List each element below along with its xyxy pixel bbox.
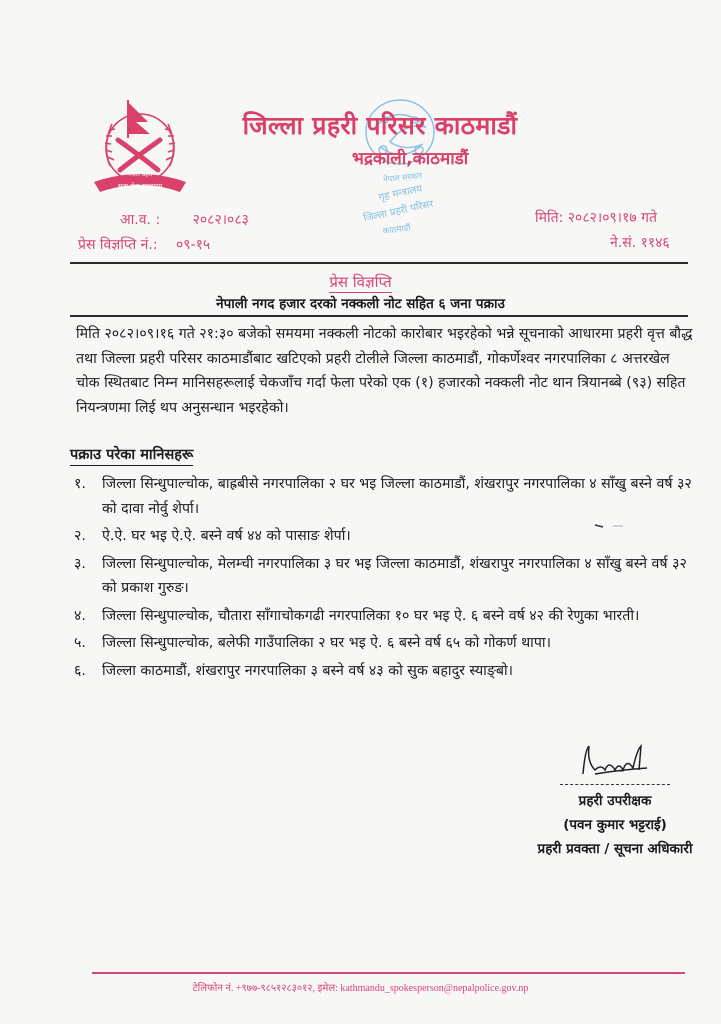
issue-date-label: मिति: [535, 210, 564, 226]
signatory-role: प्रहरी प्रवक्ता / सूचना अधिकारी [537, 841, 693, 857]
list-item-number: ३. [74, 555, 86, 572]
list-item [74, 631, 694, 656]
list-item-text: ऐ.ऐ. घर भइ ऐ.ऐ. बस्ने वर्ष ४४ को पासाङ शेर्पा। [102, 528, 351, 544]
office-title: जिल्ला प्रहरी परिसर काठमाडौं [242, 111, 518, 140]
list-item-text: जिल्ला सिन्धुपाल्चोक, बलेफी गाउँपालिका २ घर भइ ऐ. ६ बस्ने वर्ष ६५ को गोकर्ण थापा। [102, 635, 551, 651]
svg-text:नेपाल सरकार: नेपाल सरकार [382, 170, 423, 185]
list-item [74, 472, 694, 521]
office-location: भद्रकाली,काठमाडौं [351, 149, 469, 169]
svg-text:गृह मन्त्रालय: गृह मन्त्रालय [377, 183, 424, 204]
list-item-number: १. [74, 476, 86, 492]
list-item-text: जिल्ला सिन्धुपाल्चोक, बाह्रबीसे नगरपालिका २ घर भइ जिल्ला काठमाडौं, शंखरापुर नगरपालिका ४ साँखु बस्ने वर्ष ३२ को दावा नोर्वु शेर्पा। [102, 476, 692, 517]
header-divider [70, 262, 688, 264]
svg-text:काठमाडौं: काठमाडौं [382, 223, 412, 237]
list-item [74, 659, 694, 684]
footer-divider [92, 972, 685, 974]
svg-text:जिल्ला प्रहरी परिसर: जिल्ला प्रहरी परिसर [362, 198, 435, 225]
svg-text:सत्य सेवा सुरक्षणम्: सत्य सेवा सुरक्षणम् [117, 182, 163, 190]
headline-divider [70, 315, 688, 317]
list-item-number: २. [74, 528, 86, 544]
fiscal-year-value: २०८२।०८३ [192, 212, 249, 228]
nepal-police-emblem-icon [88, 96, 192, 200]
body-paragraph: मिति २०८२।०९।१६ गते २१:३० बजेको समयमा नक्कली नोटको कारोबार भइरहेको भन्ने सूचनाको आधारमा प्रहरी वृत्त बौद्ध तथा जिल्ला प्रहरी परिसर काठमाडौंबाट खटिएको प्रहरी टोलीले जिल्ला काठमाडौं, गोकर्णेश्वर नगरपालिका ८ अत्तरखेल चोक स्थितबाट निम्न मानिसहरूलाई चेकजाँच गर्दा फेला परेको एक (१) हजारको नक्कली नोट थान त्रियानब्बे (९३) सहित नियन्त्रणमा लिई थप अनुसन्धान भइरहेको। [76, 326, 693, 416]
issue-date [535, 208, 657, 227]
document-headline: नेपाली नगद हजार दरको नक्कली नोट सहित ६ जना पक्राउ [216, 296, 505, 312]
signatory-name: (पवन कुमार भट्टराई) [563, 817, 667, 833]
arrested-section-title: पक्राउ परेका मानिसहरू [70, 444, 193, 466]
signatory-rank: प्रहरी उपरीक्षक [578, 793, 652, 809]
signature-icon [565, 740, 665, 780]
press-release-number-value: ०९-१५ [176, 237, 211, 253]
scan-mark-icon [595, 524, 625, 528]
issue-date-value: २०८२।०९।१७ गते [567, 210, 657, 226]
list-item-text: जिल्ला सिन्धुपाल्चोक, मेलम्ची नगरपालिका ३ घर भइ जिल्ला काठमाडौं, शंखरापुर नगरपालिका ४ साँखु बस्ने वर्ष ३२ को प्रकाश गुरुङ। [102, 555, 687, 596]
list-item-number: ५. [74, 635, 86, 651]
list-item [74, 552, 694, 601]
list-item-text: जिल्ला सिन्धुपाल्चोक, चौतारा साँगाचोकगढी नगरपालिका १० घर भइ ऐ. ६ बस्ने वर्ष ४२ की रेणुका भारती। [102, 607, 640, 624]
list-item-number: ४. [74, 607, 86, 624]
signature-line [560, 784, 670, 785]
press-release-number-label: प्रेस विज्ञप्ति नं.: [78, 237, 158, 253]
nepal-sambat-year: ने.सं. ११४६ [610, 235, 670, 251]
arrested-list [74, 472, 694, 686]
list-item-number: ६. [74, 662, 86, 679]
fiscal-year-label: आ.व. : [120, 212, 161, 228]
footer-contact: टेलिफोन नं. +९७७-९८५१२८३०१२, इमेल: kathmandu_spokesperson@nepalpolice.gov.np [192, 983, 529, 994]
list-item-text: जिल्ला काठमाडौं, शंखरापुर नगरपालिका ३ बस्ने वर्ष ४३ को सुक बहादुर स्याङ्बो। [102, 662, 514, 679]
document-heading [0, 272, 721, 292]
svg-text:नेपाल प्रहरी: नेपाल प्रहरी [127, 171, 153, 178]
document-heading-text: प्रेस विज्ञप्ति [329, 273, 392, 291]
signature-block [520, 740, 710, 861]
list-item [74, 604, 694, 629]
press-release-number [78, 235, 210, 254]
fiscal-year [120, 210, 249, 229]
